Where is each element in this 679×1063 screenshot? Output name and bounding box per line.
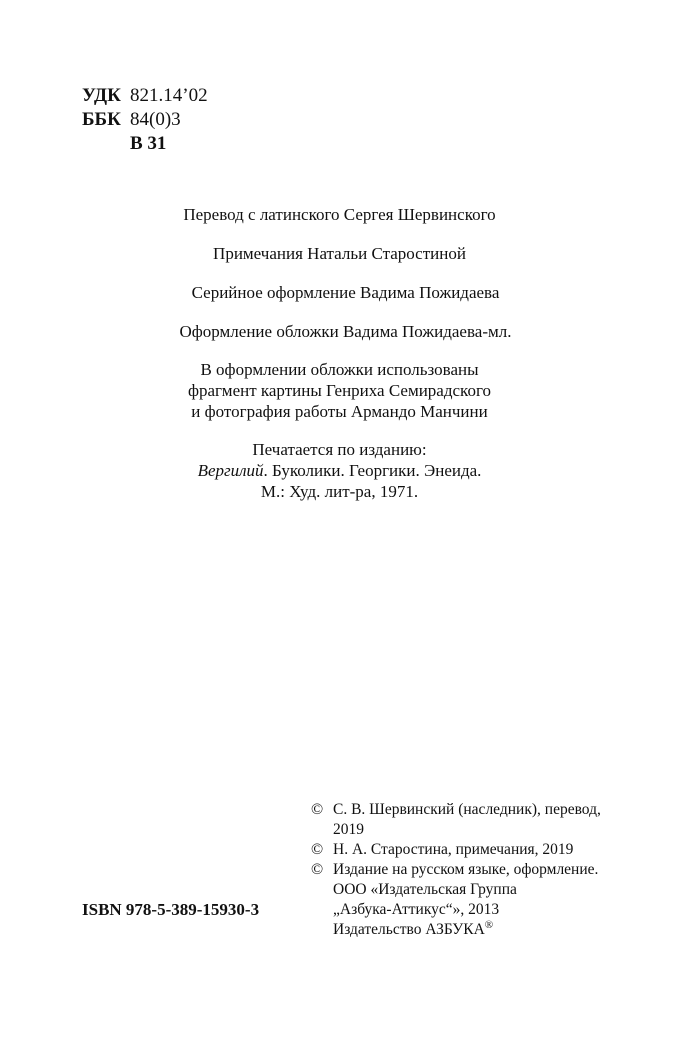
source-title-line bbox=[0, 460, 679, 481]
cover-design-line: Оформление обложки Вадима Пожидаева-мл. bbox=[179, 322, 512, 341]
registered-trademark-icon: ® bbox=[484, 918, 494, 931]
bbk-label: ББК bbox=[82, 109, 121, 130]
translation-credit bbox=[0, 204, 679, 225]
copyright-entry-3-line-4 bbox=[311, 920, 601, 940]
source-title: . Буколики. Георгики. Энеида. bbox=[263, 461, 482, 480]
copyright-entry-1-line-2: 2019 bbox=[333, 821, 364, 838]
series-design-line: Серийное оформление Вадима Пожидаева bbox=[191, 283, 500, 302]
copyright-entry-3-line-3: „Азбука-Аттикус“», 2013 bbox=[333, 901, 500, 918]
cover-images-line-1: В оформлении обложки использованы bbox=[200, 360, 479, 379]
translation-line: Перевод с латинского Сергея Шервинского bbox=[183, 205, 496, 224]
cover-images-credit bbox=[0, 359, 679, 422]
source-author: Вергилий bbox=[197, 461, 264, 480]
isbn: ISBN 978-5-389-15930-3 bbox=[82, 900, 260, 919]
udk-label: УДК bbox=[82, 85, 121, 106]
notes-line: Примечания Натальи Старостиной bbox=[213, 244, 466, 263]
author-mark: В 31 bbox=[130, 133, 167, 154]
copyright-entry-1 bbox=[311, 800, 601, 820]
udk-row bbox=[82, 84, 208, 108]
bbk-value: 84(0)3 bbox=[130, 109, 181, 130]
udk-value: 821.14’02 bbox=[130, 85, 208, 106]
bbk-row bbox=[82, 108, 208, 132]
source-edition bbox=[0, 439, 679, 502]
copyright-entry-2-text: Н. А. Старостина, примечания, 2019 bbox=[333, 841, 574, 858]
cover-images-line-3: и фотография работы Армандо Манчини bbox=[191, 402, 488, 421]
notes-credit bbox=[0, 243, 679, 264]
author-mark-row bbox=[82, 132, 208, 156]
copyright-entry-3-line-1: Издание на русском языке, оформление. bbox=[333, 861, 599, 878]
copyright-entry-2 bbox=[311, 840, 601, 860]
classification-codes bbox=[82, 84, 208, 156]
cover-images-line-2: фрагмент картины Генриха Семирадского bbox=[188, 381, 491, 400]
source-intro: Печатается по изданию: bbox=[252, 440, 427, 459]
copyright-icon: © bbox=[311, 801, 324, 818]
copyright-block bbox=[311, 800, 601, 940]
copyright-entry-1-line-1: С. В. Шервинский (наследник), перевод, bbox=[333, 801, 601, 818]
source-imprint: М.: Худ. лит-ра, 1971. bbox=[260, 482, 419, 501]
series-design-credit bbox=[0, 282, 679, 303]
publisher-name: Издательство АЗБУКА bbox=[333, 921, 485, 938]
cover-design-credit bbox=[0, 321, 679, 342]
credits-block bbox=[0, 204, 679, 519]
copyright-entry-3-line-2: ООО «Издательская Группа bbox=[333, 881, 517, 898]
copyright-icon: © bbox=[311, 841, 324, 858]
copyright-entry-3 bbox=[311, 860, 601, 880]
copyright-icon: © bbox=[311, 861, 324, 878]
